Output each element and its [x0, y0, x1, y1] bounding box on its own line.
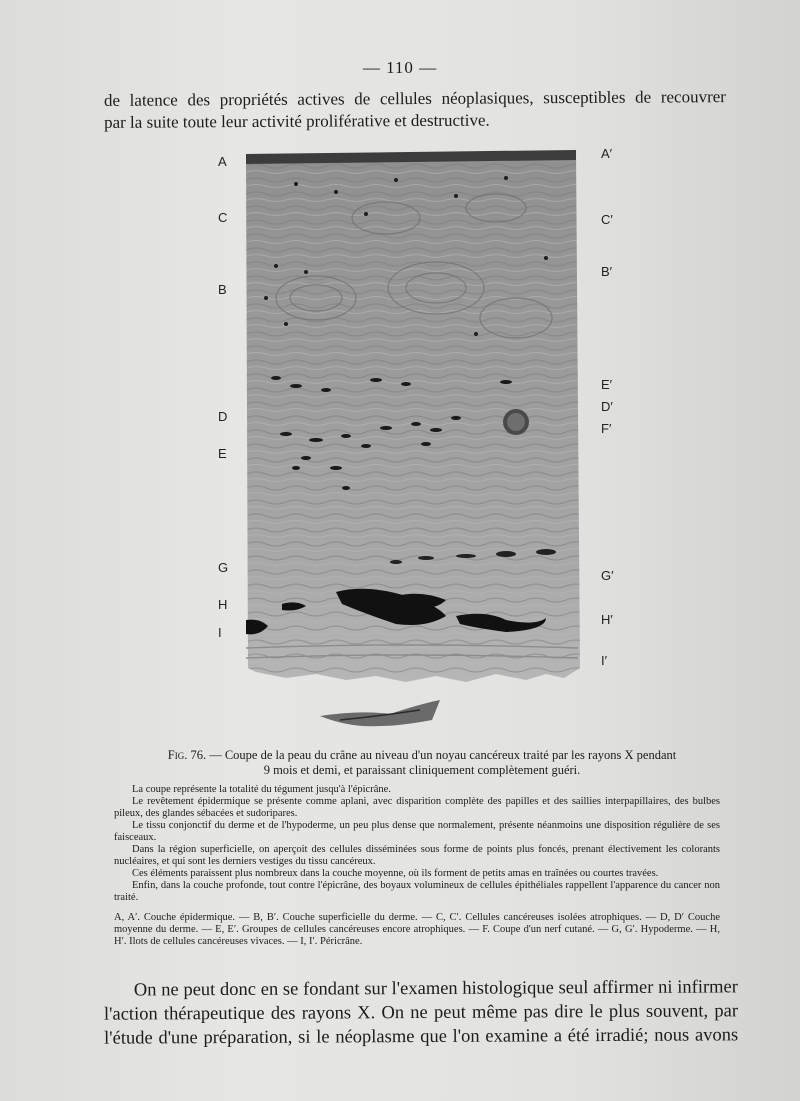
body-line: l'étude d'une préparation, si le néoplasme que l'on examine a été irradié; nous avons: [104, 1025, 739, 1049]
figure-label-left: A: [218, 154, 227, 169]
figure-label-left: I: [218, 625, 222, 640]
intro-paragraph: [104, 86, 726, 134]
figure-label-right: D′: [601, 399, 613, 414]
figure-label-left: D: [218, 409, 228, 424]
figure-label-right: G′: [601, 568, 614, 583]
pericranium-fragment: [320, 690, 470, 750]
figure-label-right: E′: [601, 377, 613, 392]
figure-label-left: H: [218, 597, 228, 612]
skin-section-illustration: [246, 148, 582, 688]
intro-line: de latence des propriétés actives de cellules néoplasiques, susceptibles de recouvrer: [103, 87, 726, 110]
legend-paragraph: Ces éléments paraissent plus nombreux dans la couche moyenne, où ils forment de petits amas en traînées ou courtes travées.: [132, 868, 659, 879]
figure-number: Fig. 76.: [167, 748, 207, 762]
body-line: l'action thérapeutique des rayons X. On ne peut même pas dire le plus souvent, par: [103, 1001, 739, 1025]
caption-text: — Coupe de la peau du crâne au niveau d'un noyau cancéreux traité par les rayons X pendant: [206, 748, 677, 762]
legend-paragraph: Enfin, dans la couche profonde, tout contre l'épicrâne, des boyaux volumineux de cellules épithéliales rappellent l'apparence du cancer non traité.: [114, 880, 720, 903]
intro-line: par la suite toute leur activité proliférative et destructive.: [104, 110, 490, 132]
figure-label-right: H′: [601, 612, 613, 627]
figure-label-left: G: [218, 560, 229, 575]
legend-paragraph: Le revêtement épidermique se présente comme aplani, avec disparition complète des papilles et des saillies interpapillaires, des bulbes pileux, des glandes sébacées et sudoripares.: [114, 796, 720, 819]
body-line: On ne peut donc en se fondant sur l'examen histologique seul affirmer ni infirmer: [133, 977, 738, 1001]
legend-paragraph: Le tissu conjonctif du derme et de l'hypoderme, un peu plus dense que normalement, présente néanmoins une disposition régulière de ses faisceaux.: [114, 820, 720, 843]
legend-key: A, A′. Couche épidermique. — B, B′. Couche superficielle du derme. — C, C′. Cellules cancéreuses isolées atrophiques. — D, D′ Couche moyenne du derme. — E, E′. Groupes de cellules cancéreuses encore atrophiques. — F. Coupe d'un nerf cutané. — G, G′. Hypoderme. — H, H′. Ilots de cellules cancéreuses vivaces. — I, I′. Péricrâne.: [114, 912, 720, 947]
figure-label-left: C: [218, 210, 228, 225]
figure-label-right: C′: [601, 212, 613, 227]
figure-legend: [114, 784, 720, 948]
figure-label-right: B′: [601, 264, 613, 279]
figure-caption: [124, 748, 720, 778]
legend-paragraph: La coupe représente la totalité du tégument jusqu'à l'épicrâne.: [132, 784, 391, 795]
page-number: — 110 —: [362, 58, 438, 77]
figure-label-right: A′: [601, 146, 613, 161]
figure-label-left: B: [218, 282, 227, 297]
figure-label-right: I′: [601, 653, 608, 668]
histology-figure: [246, 148, 582, 688]
caption-text: 9 mois et demi, et paraissant cliniquement complètement guéri.: [263, 763, 581, 777]
figure-label-right: F′: [601, 421, 612, 436]
figure-label-left: E: [218, 446, 227, 461]
legend-paragraph: Dans la région superficielle, on aperçoit des cellules disséminées sous forme de points plus foncés, prenant électivement les colorants nucléaires, et qui sont les derniers vestiges du tissu cancéreux.: [114, 844, 720, 867]
nerve-section: [503, 409, 529, 435]
body-paragraph: [104, 975, 738, 1050]
